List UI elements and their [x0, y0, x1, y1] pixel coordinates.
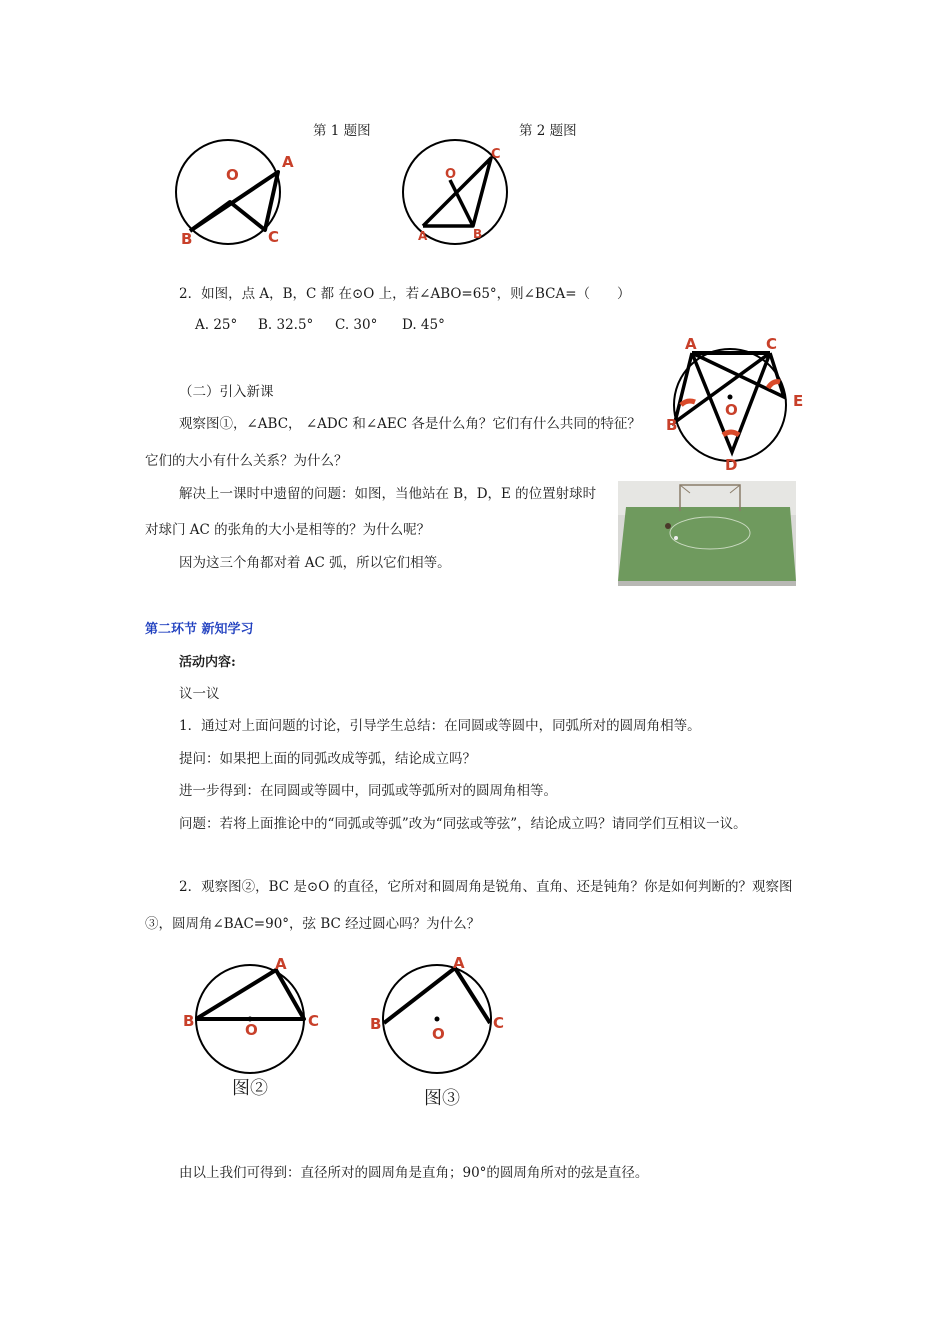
soccer-field-photo	[618, 481, 796, 586]
option-a: A. 25°	[195, 317, 238, 333]
label-a: A	[418, 229, 428, 243]
question2-stem: 2．如图，点 A，B，C 都 在⊙O 上，若∠ABO=65°，则∠BCA=（ ）	[179, 286, 631, 302]
label-b: B	[370, 1015, 382, 1033]
option-b: B. 32.5°	[258, 317, 314, 333]
discuss-label: 议一议	[179, 686, 220, 702]
section2-title: 第二环节 新知学习	[145, 622, 254, 637]
further-conclusion: 进一步得到：在同圆或等圆中，同弧或等弧所对的圆周角相等。	[179, 783, 557, 799]
label-o: O	[725, 401, 738, 419]
figure-b-diagram	[178, 955, 328, 1075]
intro-heading: （二）引入新课	[179, 384, 274, 400]
option-d: D. 45°	[402, 317, 445, 333]
label-o: O	[445, 167, 457, 182]
fig2-caption: 第 2 题图	[519, 123, 577, 139]
label-o: O	[226, 166, 239, 184]
label-c: C	[268, 228, 280, 246]
label-b: B	[183, 1012, 195, 1030]
question-chord: 问题：若将上面推论中的“同弧或等弧”改为“同弦或等弦”，结论成立吗？请同学们互相议一议。	[179, 816, 747, 832]
label-c: C	[493, 1014, 505, 1032]
fig-b-caption: 图②	[232, 1078, 268, 1099]
label-a: A	[453, 954, 465, 972]
item2-line1: 2．观察图②，BC 是⊙O 的直径，它所对和圆周角是锐角、直角、还是钝角？你是如何判断的？观察图	[179, 879, 793, 895]
final-conclusion: 由以上我们可得到：直径所对的圆周角是直角；90°的圆周角所对的弦是直径。	[179, 1165, 649, 1181]
intro-p3: 因为这三个角都对着 AC 弧，所以它们相等。	[179, 555, 451, 571]
intro-p1-line2: 它们的大小有什么关系？为什么？	[145, 453, 348, 469]
label-a: A	[282, 153, 294, 171]
label-a: A	[275, 955, 287, 973]
label-e: E	[793, 392, 804, 410]
label-o: O	[245, 1021, 258, 1039]
intro-p2-line2: 对球门 AC 的张角的大小是相等的？为什么呢？	[145, 522, 431, 538]
figure-2-diagram	[395, 130, 535, 250]
figure-c-diagram	[365, 955, 515, 1075]
label-b: B	[473, 227, 483, 241]
label-b: B	[181, 230, 193, 248]
intro-p1-line1: 观察图①，∠ABC， ∠ADC 和∠AEC 各是什么角？它们有什么共同的特征？	[179, 416, 641, 432]
fig-c-caption: 图③	[424, 1088, 460, 1109]
intro-p2-line1: 解决上一课时中遗留的问题：如图，当他站在 B，D，E 的位置射球时	[179, 486, 597, 502]
fig1-caption: 第 1 题图	[313, 123, 371, 139]
label-c: C	[766, 335, 778, 353]
label-o: O	[432, 1025, 445, 1043]
figure-star-diagram	[665, 335, 815, 475]
label-c: C	[491, 147, 501, 162]
option-c: C. 30°	[335, 317, 378, 333]
label-d: D	[725, 456, 738, 474]
label-b: B	[666, 416, 678, 434]
label-c: C	[308, 1012, 320, 1030]
activity-label: 活动内容:	[179, 655, 236, 670]
item2-line2: ③，圆周角∠BAC=90°，弦 BC 经过圆心吗？为什么？	[145, 916, 481, 932]
question-equal-arc: 提问：如果把上面的同弧改成等弧，结论成立吗？	[179, 751, 476, 767]
figure-1-diagram	[170, 130, 310, 250]
label-a: A	[685, 335, 697, 353]
item1: 1．通过对上面问题的讨论，引导学生总结：在同圆或等圆中，同弧所对的圆周角相等。	[179, 718, 701, 734]
